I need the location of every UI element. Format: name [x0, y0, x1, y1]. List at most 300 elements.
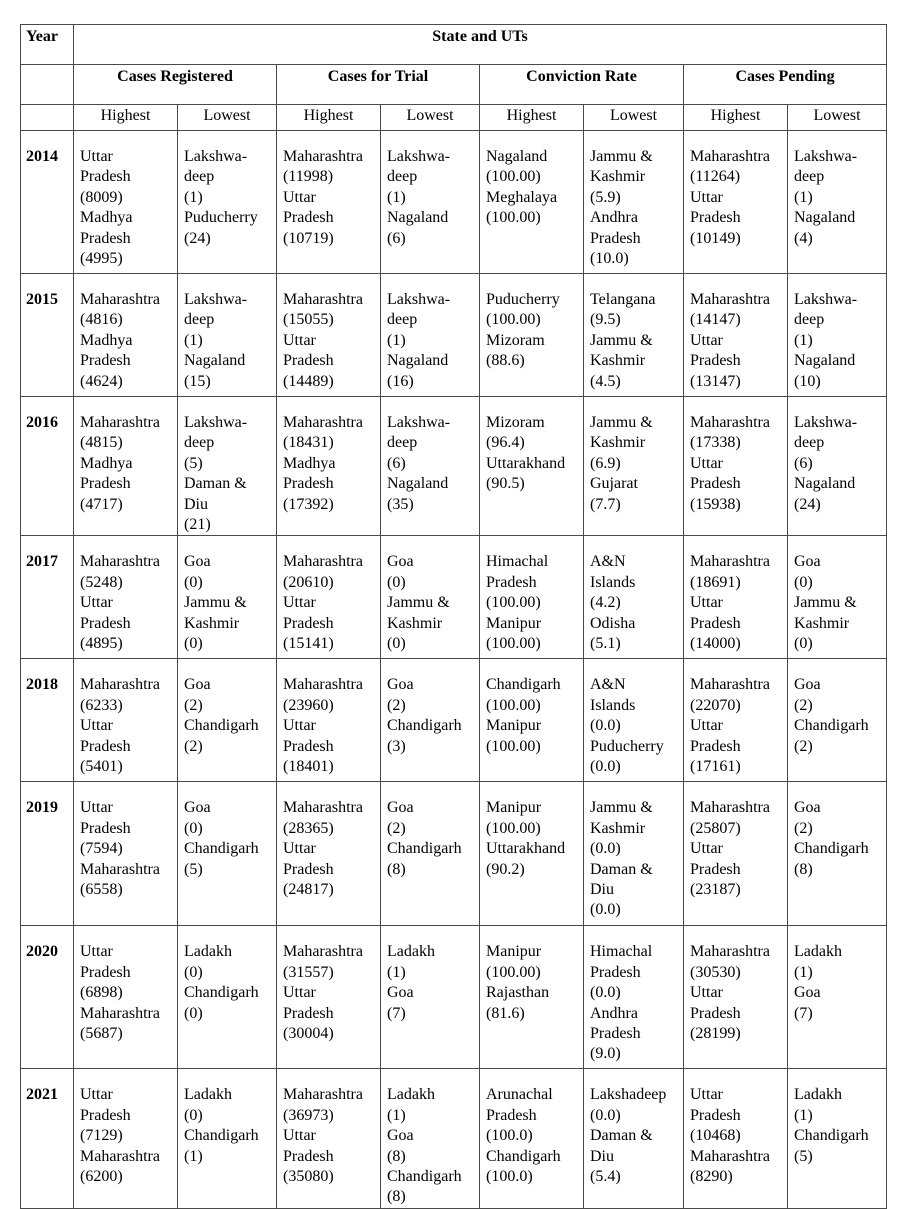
cell-line: (2) [184, 737, 203, 755]
cell-line: Pradesh [80, 475, 131, 493]
cell-line: (5.4) [590, 1168, 621, 1186]
cases-pending-highest-cell [684, 659, 788, 782]
cell-line: (1) [387, 1106, 406, 1124]
table-row [21, 274, 887, 397]
cell-line: Nagaland [486, 148, 548, 165]
cell-line: Pradesh [590, 1025, 641, 1043]
cell-line: Maharashtra [283, 943, 363, 961]
cell-line: Goa [387, 553, 414, 571]
cell-line: Uttar [283, 984, 316, 1002]
cell-line: Himachal [486, 553, 549, 571]
cell-line: Maharashtra [690, 553, 770, 571]
cell-line: (28199) [690, 1025, 741, 1043]
cases-for-trial-highest-cell [277, 274, 381, 397]
cell-line: (4717) [80, 495, 123, 513]
cell-line: (0) [387, 635, 406, 653]
cell-line: Ladakh [184, 943, 232, 961]
cases-registered-highest-cell [74, 397, 178, 536]
cell-line: (6.9) [590, 454, 621, 472]
cell-line: Chandigarh [387, 1168, 462, 1186]
highest-header: Highest [684, 105, 788, 131]
cell-line: Himachal [590, 943, 653, 961]
cell-line: Lakshwa- [184, 291, 248, 308]
cell-line: (0.0) [590, 1106, 621, 1124]
cell-line: Madhya [80, 331, 133, 349]
cell-line: (23187) [690, 881, 741, 899]
cell-line: (20610) [283, 573, 334, 591]
cell-line: Chandigarh [184, 717, 259, 735]
cases-pending-lowest-cell [788, 926, 887, 1069]
cell-line: Pradesh [690, 614, 741, 632]
cases-registered-highest-cell [74, 536, 178, 659]
cell-line: (5) [184, 454, 203, 472]
cell-line: Ladakh [387, 1086, 435, 1104]
cell-line: (30530) [690, 963, 741, 981]
cell-line: (23960) [283, 696, 334, 714]
conviction-rate-lowest-cell [584, 782, 684, 926]
cell-line: Jammu & [590, 148, 653, 165]
cases-pending-lowest-cell [788, 536, 887, 659]
cell-line: (96.4) [486, 434, 525, 452]
cell-line: (6898) [80, 984, 123, 1002]
cell-line: Nagaland [184, 352, 246, 370]
cell-line: (6) [387, 454, 406, 472]
cell-line: Maharashtra [283, 553, 363, 571]
table-row [21, 926, 887, 1069]
cell-line: (4.2) [590, 594, 621, 612]
cell-line: (10468) [690, 1127, 741, 1145]
cell-line: Chandigarh [794, 1127, 869, 1145]
cell-line: (24) [794, 495, 821, 513]
cell-line: Pradesh [590, 963, 641, 981]
cell-line: (1) [184, 1147, 203, 1165]
conviction-rate-lowest-cell [584, 397, 684, 536]
cell-line: Pradesh [690, 1004, 741, 1022]
cell-line: (1) [387, 963, 406, 981]
cases-pending-highest-cell [684, 926, 788, 1069]
cell-line: (4816) [80, 311, 123, 329]
cell-line: Gujarat [590, 475, 638, 493]
cell-line: Lakshwa- [387, 291, 451, 308]
cell-line: Maharashtra [80, 860, 160, 878]
cases-registered-highest-cell [74, 131, 178, 274]
cell-line: Maharashtra [80, 553, 160, 571]
cases-pending-highest-cell [684, 397, 788, 536]
cases-for-trial-highest-cell [277, 536, 381, 659]
cell-line: Maharashtra [690, 799, 770, 817]
cell-line: (0) [387, 573, 406, 591]
cell-line: Uttar [690, 331, 723, 349]
cell-line: (15) [184, 372, 211, 390]
cell-line: (0) [184, 1106, 203, 1124]
cell-line: Pradesh [80, 614, 131, 632]
cell-line: Pradesh [690, 860, 741, 878]
cases-pending-highest-cell [684, 782, 788, 926]
cell-line: (0) [184, 819, 203, 837]
cell-line: (4995) [80, 250, 123, 268]
cell-line: Maharashtra [690, 1147, 770, 1165]
conviction-rate-highest-cell [480, 536, 584, 659]
cell-line: Ladakh [184, 1086, 232, 1104]
cell-line: Chandigarh [184, 984, 259, 1002]
cell-line: Uttar [690, 594, 723, 612]
cell-line: (14489) [283, 372, 334, 390]
cell-line: Andhra [590, 1004, 638, 1022]
cell-line: (5.1) [590, 635, 621, 653]
cell-line: (7.7) [590, 495, 621, 513]
table-row [21, 659, 887, 782]
cell-line: Maharashtra [690, 943, 770, 961]
cell-line: (15055) [283, 311, 334, 329]
highest-header: Highest [480, 105, 584, 131]
cell-line: Maharashtra [283, 799, 363, 817]
cell-line: Pradesh [283, 860, 334, 878]
cell-line: Jammu & [590, 799, 653, 817]
cell-line: (0) [794, 573, 813, 591]
conviction-rate-highest-cell [480, 659, 584, 782]
cell-line: (100.0) [486, 1127, 533, 1145]
cell-line: (7) [387, 1004, 406, 1022]
year-cell: 2015 [21, 274, 74, 397]
cell-line: (0.0) [590, 840, 621, 858]
cell-line: (100.00) [486, 168, 541, 186]
year-cell: 2021 [21, 1069, 74, 1208]
cell-line: A&N [590, 676, 626, 694]
cell-line: (1) [794, 963, 813, 981]
table-body [21, 131, 887, 1209]
cell-line: Uttar [80, 717, 113, 735]
cell-line: Chandigarh [184, 1127, 259, 1145]
cell-line: (2) [387, 696, 406, 714]
cell-line: (2) [794, 696, 813, 714]
state-and-uts-header: State and UTs [74, 25, 887, 65]
cell-line: Maharashtra [690, 414, 770, 431]
cell-line: Jammu & [794, 594, 857, 612]
cell-line: Pradesh [690, 352, 741, 370]
cell-line: (24817) [283, 881, 334, 899]
cell-line: (7129) [80, 1127, 123, 1145]
cell-line: Puducherry [184, 209, 258, 227]
cell-line: (0) [184, 963, 203, 981]
cell-line: Uttar [80, 943, 113, 961]
conviction-rate-highest-cell [480, 1069, 584, 1208]
cell-line: Chandigarh [387, 717, 462, 735]
cell-line: deep [794, 311, 825, 329]
cell-line: (15141) [283, 635, 334, 653]
cell-line: Jammu & [590, 331, 653, 349]
cell-line: (17161) [690, 758, 741, 776]
cell-line: Lakshwa- [184, 414, 248, 431]
cell-line: Islands [590, 573, 636, 591]
cases-pending-highest-cell [684, 131, 788, 274]
conviction-rate-highest-cell [480, 926, 584, 1069]
cases-registered-header: Cases Registered [74, 65, 277, 105]
cell-line: deep [387, 434, 418, 452]
cell-line: (22070) [690, 696, 741, 714]
cell-line: Maharashtra [80, 291, 160, 308]
year-cell: 2014 [21, 131, 74, 274]
cell-line: Nagaland [387, 209, 449, 227]
cell-line: (14147) [690, 311, 741, 329]
cell-line: Daman & [590, 1127, 653, 1145]
lowest-header: Lowest [178, 105, 277, 131]
cases-registered-highest-cell [74, 782, 178, 926]
conviction-rate-header: Conviction Rate [480, 65, 684, 105]
cell-line: Maharashtra [690, 148, 770, 165]
cell-line: Diu [590, 881, 614, 899]
table-row [21, 536, 887, 659]
year-cell: 2016 [21, 397, 74, 536]
cell-line: Uttar [283, 331, 316, 349]
cell-line: Mizoram [486, 331, 545, 349]
cell-line: Pradesh [80, 1106, 131, 1124]
lowest-header: Lowest [788, 105, 887, 131]
cases-registered-lowest-cell [178, 397, 277, 536]
cell-line: (0) [184, 573, 203, 591]
cell-line: (0) [184, 635, 203, 653]
cell-line: Pradesh [80, 963, 131, 981]
cases-for-trial-lowest-cell [381, 397, 480, 536]
cell-line: Chandigarh [794, 717, 869, 735]
cell-line: Kashmir [590, 434, 646, 452]
cell-line: Uttar [283, 717, 316, 735]
cell-line: Maharashtra [690, 676, 770, 694]
cell-line: (2) [184, 696, 203, 714]
cell-line: Goa [387, 676, 414, 694]
cell-line: (1) [184, 188, 203, 206]
cell-line: Uttarakhand [486, 840, 566, 858]
cell-line: (2) [387, 819, 406, 837]
cell-line: (2) [794, 737, 813, 755]
conviction-rate-highest-cell [480, 782, 584, 926]
cell-line: (18691) [690, 573, 741, 591]
cell-line: Uttar [283, 188, 316, 206]
cell-line: (0) [794, 635, 813, 653]
cases-pending-header: Cases Pending [684, 65, 887, 105]
cell-line: Madhya [283, 454, 336, 472]
cell-line: Maharashtra [80, 414, 160, 431]
cell-line: (100.00) [486, 209, 541, 227]
conviction-rate-lowest-cell [584, 274, 684, 397]
cases-for-trial-lowest-cell [381, 659, 480, 782]
lowest-header: Lowest [381, 105, 480, 131]
cell-line: (4) [794, 229, 813, 247]
cases-pending-highest-cell [684, 274, 788, 397]
cell-line: Goa [794, 676, 821, 694]
cell-line: A&N [590, 553, 626, 571]
cell-line: (5401) [80, 758, 123, 776]
cell-line: (31557) [283, 963, 334, 981]
cell-line: Uttar [690, 840, 723, 858]
conviction-rate-highest-cell [480, 397, 584, 536]
cell-line: Pradesh [283, 352, 334, 370]
conviction-rate-highest-cell [480, 131, 584, 274]
cell-line: Kashmir [590, 819, 646, 837]
cell-line: Pradesh [690, 737, 741, 755]
cell-line: (8) [794, 860, 813, 878]
cell-line: Uttar [690, 717, 723, 735]
cell-line: Pradesh [690, 1106, 741, 1124]
cell-line: Jammu & [387, 594, 450, 612]
cell-line: Nagaland [387, 475, 449, 493]
table-row [21, 397, 887, 536]
cell-line: Lakshwa- [794, 148, 858, 165]
cell-line: (2) [794, 819, 813, 837]
conviction-rate-highest-cell [480, 274, 584, 397]
cell-line: (100.00) [486, 311, 541, 329]
conviction-rate-lowest-cell [584, 926, 684, 1069]
cell-line: Lakshwa- [184, 148, 248, 165]
cell-line: (6233) [80, 696, 123, 714]
cell-line: Pradesh [283, 475, 334, 493]
cell-line: (100.00) [486, 696, 541, 714]
cell-line: Manipur [486, 614, 542, 632]
cell-line: Pradesh [283, 1147, 334, 1165]
cell-line: (5687) [80, 1025, 123, 1043]
year-cell: 2017 [21, 536, 74, 659]
cell-line: Goa [387, 1127, 414, 1145]
cell-line: deep [387, 311, 418, 329]
cell-line: Puducherry [590, 737, 664, 755]
year-cell: 2020 [21, 926, 74, 1069]
cell-line: Andhra [590, 209, 638, 227]
cell-line: Kashmir [590, 168, 646, 186]
cases-for-trial-lowest-cell [381, 782, 480, 926]
cases-registered-lowest-cell [178, 1069, 277, 1208]
cell-line: Manipur [486, 717, 542, 735]
year-cell: 2019 [21, 782, 74, 926]
cell-line: (5.9) [590, 188, 621, 206]
cell-line: Pradesh [486, 1106, 537, 1124]
cell-line: (35) [387, 495, 414, 513]
cell-line: Kashmir [387, 614, 443, 632]
cell-line: (9.0) [590, 1045, 621, 1063]
cell-line: (36973) [283, 1106, 334, 1124]
cell-line: Uttar [80, 148, 113, 165]
cell-line: Pradesh [80, 352, 131, 370]
cell-line: deep [184, 311, 215, 329]
cell-line: Pradesh [80, 168, 131, 186]
cell-line: Goa [387, 799, 414, 817]
cell-line: Nagaland [794, 475, 856, 493]
cell-line: Lakshwa- [794, 291, 858, 308]
cell-line: (0.0) [590, 758, 621, 776]
cell-line: Lakshadeep [590, 1086, 667, 1104]
cell-line: (8) [387, 1188, 406, 1206]
cell-line: (18431) [283, 434, 334, 452]
cell-line: (81.6) [486, 1004, 525, 1022]
cell-line: deep [794, 168, 825, 186]
cases-registered-lowest-cell [178, 274, 277, 397]
conviction-rate-lowest-cell [584, 131, 684, 274]
cell-line: Pradesh [80, 819, 131, 837]
cases-registered-lowest-cell [178, 536, 277, 659]
cell-line: Goa [387, 984, 414, 1002]
cell-line: (0.0) [590, 901, 621, 919]
cell-line: deep [184, 168, 215, 186]
cell-line: (100.00) [486, 737, 541, 755]
cell-line: Maharashtra [283, 291, 363, 308]
cell-line: (88.6) [486, 352, 525, 370]
cell-line: Pradesh [283, 1004, 334, 1022]
cell-line: (6558) [80, 881, 123, 899]
cell-line: Goa [184, 553, 211, 571]
cell-line: (35080) [283, 1168, 334, 1186]
cell-line: (100.00) [486, 819, 541, 837]
cell-line: Manipur [486, 799, 542, 817]
cases-for-trial-lowest-cell [381, 926, 480, 1069]
cell-line: deep [387, 168, 418, 186]
cell-line: (1) [794, 331, 813, 349]
cell-line: (9.5) [590, 311, 621, 329]
cell-line: (3) [387, 737, 406, 755]
cell-line: (6) [794, 454, 813, 472]
cell-line: (5) [794, 1147, 813, 1165]
cell-line: Islands [590, 696, 636, 714]
cell-line: (4.5) [590, 372, 621, 390]
cell-line: Maharashtra [283, 676, 363, 694]
cases-for-trial-highest-cell [277, 1069, 381, 1208]
cell-line: Madhya [80, 454, 133, 472]
cases-registered-highest-cell [74, 926, 178, 1069]
cases-registered-lowest-cell [178, 782, 277, 926]
cell-line: Jammu & [184, 594, 247, 612]
cell-line: (17392) [283, 495, 334, 513]
cases-pending-lowest-cell [788, 397, 887, 536]
cell-line: Maharashtra [80, 1147, 160, 1165]
cell-line: (1) [184, 331, 203, 349]
cases-for-trial-header: Cases for Trial [277, 65, 480, 105]
cell-line: Pradesh [690, 475, 741, 493]
conviction-rate-lowest-cell [584, 536, 684, 659]
cases-registered-lowest-cell [178, 659, 277, 782]
cell-line: (4895) [80, 635, 123, 653]
cases-for-trial-highest-cell [277, 926, 381, 1069]
cell-line: (10719) [283, 229, 334, 247]
cell-line: (8009) [80, 188, 123, 206]
cell-line: deep [184, 434, 215, 452]
cell-line: Chandigarh [486, 1147, 561, 1165]
cell-line: (7594) [80, 840, 123, 858]
cell-line: (18401) [283, 758, 334, 776]
cases-for-trial-highest-cell [277, 397, 381, 536]
cell-line: Ladakh [387, 943, 435, 961]
cell-line: (10149) [690, 229, 741, 247]
cell-line: Kashmir [794, 614, 850, 632]
cell-line: Goa [794, 553, 821, 571]
cell-line: Uttar [80, 1086, 113, 1104]
cases-for-trial-highest-cell [277, 659, 381, 782]
cell-line: (90.5) [486, 475, 525, 493]
cell-line: (6) [387, 229, 406, 247]
cell-line: (100.00) [486, 635, 541, 653]
cell-line: (7) [794, 1004, 813, 1022]
year-column-header: Year [21, 25, 74, 65]
cases-pending-highest-cell [684, 1069, 788, 1208]
cell-line: Manipur [486, 943, 542, 961]
cell-line: (17338) [690, 434, 741, 452]
cell-line: (25807) [690, 819, 741, 837]
cell-line: Pradesh [690, 209, 741, 227]
cell-line: (1) [387, 188, 406, 206]
cell-line: (0) [184, 1004, 203, 1022]
cell-line: Uttar [690, 454, 723, 472]
cell-line: Uttar [690, 1086, 723, 1104]
cases-registered-highest-cell [74, 659, 178, 782]
cases-for-trial-lowest-cell [381, 536, 480, 659]
cell-line: (0.0) [590, 717, 621, 735]
conviction-rate-lowest-cell [584, 659, 684, 782]
